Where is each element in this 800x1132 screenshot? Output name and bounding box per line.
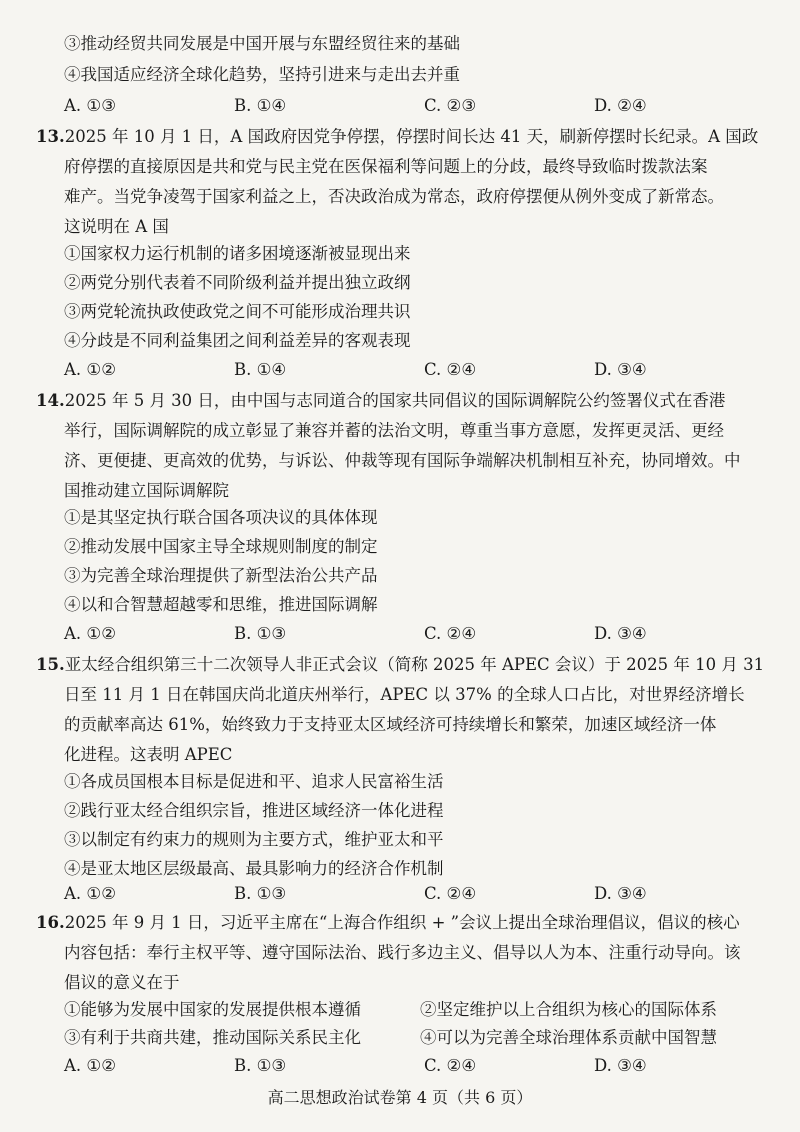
q15-stem-line-2: 日至 11 月 1 日在韩国庆尚北道庆州举行，APEC 以 37% 的全球人口占比，对世界经济增长 <box>64 685 745 704</box>
q16-option-2: ②坚定维护以上合组织为核心的国际体系 <box>420 1000 717 1019</box>
q15-choice-c: C. ②④ <box>424 884 477 903</box>
q15-choices <box>64 880 764 908</box>
q14-choice-d: D. ③④ <box>594 624 647 643</box>
q16-option-1: ①能够为发展中国家的发展提供根本遵循 <box>64 1000 361 1019</box>
q15-option-1: ①各成员国根本目标是促进和平、追求人民富裕生活 <box>64 772 444 791</box>
q14-stem-line-1: 2025 年 5 月 30 日，由中国与志同道合的国家共同倡议的国际调解院公约签署仪式在香港 <box>64 391 726 410</box>
q13-stem-line-4: 这说明在 A 国 <box>64 217 169 236</box>
q13-option-2: ②两党分别代表着不同阶级利益并提出独立政纲 <box>64 273 411 292</box>
q15-stem-line-1: 亚太经合组织第三十二次领导人非正式会议（简称 2025 年 APEC 会议）于 2025 年 10 月 31 <box>64 655 765 674</box>
q14-choices <box>64 620 764 648</box>
q14-number: 14. <box>36 391 65 410</box>
q15-choice-d: D. ③④ <box>594 884 647 903</box>
q16-stem-line-1: 2025 年 9 月 1 日，习近平主席在“上海合作组织 + ”会议上提出全球治理倡议，倡议的核心 <box>64 913 740 932</box>
page-footer: 高二思想政治试卷第 4 页（共 6 页） <box>267 1088 533 1107</box>
q12-option-3: ③推动经贸共同发展是中国开展与东盟经贸往来的基础 <box>64 34 460 53</box>
q13-stem-line-1: 2025 年 10 月 1 日，A 国政府因党争停摆，停摆时间长达 41 天，刷新停摆时长纪录。A 国政 <box>64 127 759 146</box>
q13-option-1: ①国家权力运行机制的诸多困境逐渐被显现出来 <box>64 244 411 263</box>
q16-number: 16. <box>36 913 65 932</box>
q15-option-4: ④是亚太地区层级最高、最具影响力的经济合作机制 <box>64 859 444 878</box>
q14-option-3: ③为完善全球治理提供了新型法治公共产品 <box>64 566 378 585</box>
q13-stem-line-2: 府停摆的直接原因是共和党与民主党在医保福利等问题上的分歧，最终导致临时拨款法案 <box>64 157 708 176</box>
q15-option-3: ③以制定有约束力的规则为主要方式，维护亚太和平 <box>64 830 444 849</box>
q15-choice-a: A. ①② <box>64 884 116 903</box>
q14-option-2: ②推动发展中国家主导全球规则制度的制定 <box>64 537 378 556</box>
q13-choice-d: D. ③④ <box>594 360 647 379</box>
q13-choice-a: A. ①② <box>64 360 116 379</box>
q14-choice-b: B. ①③ <box>234 624 287 643</box>
q13-choice-b: B. ①④ <box>234 360 287 379</box>
q16-choices <box>64 1052 764 1080</box>
q12-choice-d: D. ②④ <box>594 96 647 115</box>
q13-number: 13. <box>36 127 65 146</box>
q16-choice-c: C. ②④ <box>424 1056 477 1075</box>
q15-stem-line-3: 的贡献率高达 61%，始终致力于支持亚太区域经济可持续增长和繁荣，加速区域经济一体 <box>64 715 717 734</box>
q14-stem-line-2: 举行，国际调解院的成立彰显了兼容并蓄的法治文明，尊重当事方意愿，发挥更灵活、更经 <box>64 421 724 440</box>
q13-choices <box>64 356 764 384</box>
q13-stem-line-3: 难产。当党争凌驾于国家利益之上，否决政治成为常态，政府停摆便从例外变成了新常态。 <box>64 187 724 206</box>
q14-option-1: ①是其坚定执行联合国各项决议的具体体现 <box>64 508 378 527</box>
q12-choice-a: A. ①③ <box>64 96 116 115</box>
q16-stem-line-2: 内容包括：奉行主权平等、遵守国际法治、践行多边主义、倡导以人为本、注重行动导向。该 <box>64 943 741 962</box>
q16-choice-b: B. ①③ <box>234 1056 287 1075</box>
q15-stem-line-4: 化进程。这表明 APEC <box>64 745 233 764</box>
q15-choice-b: B. ①③ <box>234 884 287 903</box>
q16-choice-a: A. ①② <box>64 1056 116 1075</box>
q16-stem-line-3: 倡议的意义在于 <box>64 973 180 992</box>
q14-option-4: ④以和合智慧超越零和思维，推进国际调解 <box>64 595 378 614</box>
q16-option-4: ④可以为完善全球治理体系贡献中国智慧 <box>420 1028 717 1047</box>
q12-choice-b: B. ①④ <box>234 96 287 115</box>
q14-stem-line-3: 济、更便捷、更高效的优势，与诉讼、仲裁等现有国际争端解决机制相互补充，协同增效。中 <box>64 451 741 470</box>
q16-choice-d: D. ③④ <box>594 1056 647 1075</box>
q14-choice-a: A. ①② <box>64 624 116 643</box>
q15-number: 15. <box>36 655 65 674</box>
q12-option-4: ④我国适应经济全球化趋势，坚持引进来与走出去并重 <box>64 65 460 84</box>
q14-choice-c: C. ②④ <box>424 624 477 643</box>
q14-stem-line-4: 国推动建立国际调解院 <box>64 481 229 500</box>
q13-option-4: ④分歧是不同利益集团之间利益差异的客观表现 <box>64 331 411 350</box>
q12-choice-c: C. ②③ <box>424 96 477 115</box>
q15-option-2: ②践行亚太经合组织宗旨，推进区域经济一体化进程 <box>64 801 444 820</box>
q12-choices <box>64 92 764 120</box>
q16-option-3: ③有利于共商共建，推动国际关系民主化 <box>64 1028 361 1047</box>
q13-option-3: ③两党轮流执政使政党之间不可能形成治理共识 <box>64 302 411 321</box>
q13-choice-c: C. ②④ <box>424 360 477 379</box>
